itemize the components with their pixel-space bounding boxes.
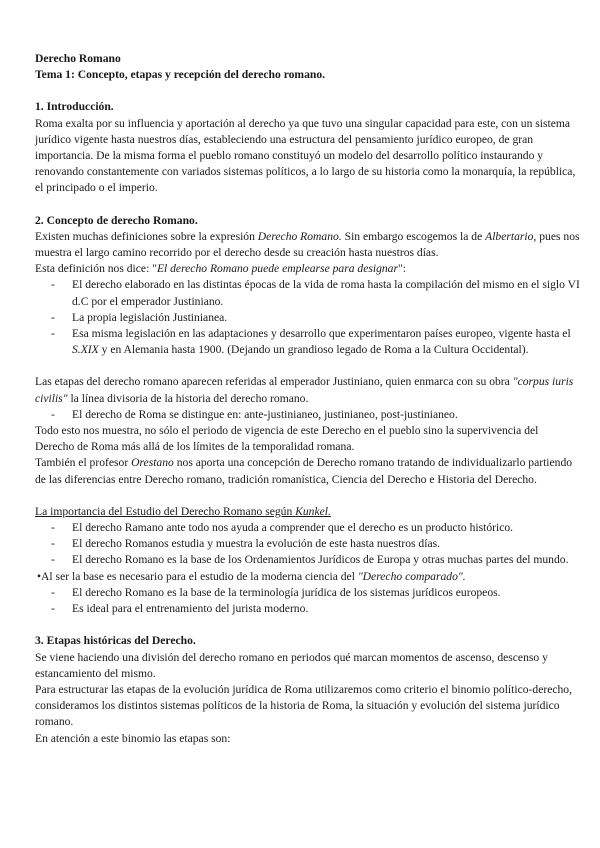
comparative-law-bullet	[35, 569, 580, 585]
text-run: nos aporta una concepción de Derecho romano tratando de individualizarlo partiendo de las diferencias entre Derecho romano, tradición romanística, Ciencia del Derecho e Historia del Derecho.	[35, 456, 573, 486]
italic-term: Derecho Romano.	[257, 229, 342, 243]
italic-author: Orestano	[131, 456, 174, 470]
importance-list-2	[35, 585, 580, 617]
section-1-heading: 1. Introducción.	[35, 100, 114, 114]
section-3-paragraph-1: Se viene haciendo una división del derecho romano en periodos qué marcan momentos de ascenso, descenso y estancamiento del mismo.	[35, 650, 548, 680]
italic-quote: El derecho Romano puede emplearse para designar	[156, 262, 398, 276]
section-2-paragraph-5	[35, 455, 580, 487]
text-run: Las etapas del derecho romano aparecen referidas al emperador Justiniano, quien enmarca con su obra	[35, 375, 513, 389]
section-3-paragraph-2: Para estructurar las etapas de la evolución jurídica de Roma utilizaremos como criterio el binomio político-derecho, consideramos los distintos sistemas políticos de la historia de Roma, la situación y evolución del sistema jurídico romano.	[35, 682, 572, 729]
list-item: - El derecho elaborado en las distintas épocas de la vida de roma hasta la compilación del mismo en el siglo VI d.C por el emperador Justiniano.	[35, 277, 580, 309]
section-2-heading: 2. Concepto de derecho Romano.	[35, 213, 198, 227]
text-run: pues nos muestra el largo camino recorrido por el derecho desde su creación hasta nuestros días.	[35, 229, 580, 260]
list-item: - El derecho Ramano ante todo nos ayuda a comprender que el derecho es un producto histórico.	[35, 520, 580, 536]
importance-list	[35, 520, 580, 569]
text-run: y en Alemania hasta 1900. (Dejando un grandioso legado de Roma a la Cultura Occidental).	[98, 343, 529, 357]
course-title: Derecho Romano	[35, 52, 121, 65]
text-run: Esa misma legislación en las adaptaciones y desarrollo que experimentaron países europeo, vigente hasta el	[72, 327, 571, 341]
italic-author: Albertario,	[485, 229, 537, 243]
text-run: •Al ser la base es necesario para el estudio de la moderna ciencia del	[37, 569, 358, 583]
distinction-list	[35, 407, 580, 423]
text-run: ":	[398, 262, 406, 276]
section-2-paragraph-4: Todo esto nos muestra, no sólo el periodo de vigencia de este Derecho en el pueblo sino la supervivencia del Derecho de Roma más allá de los límites de la temporalidad romana.	[35, 424, 539, 454]
section-2-paragraph-1	[35, 229, 580, 261]
italic-quote: "corpus iuris civilis"	[35, 375, 574, 405]
italic-quote: "Derecho comparado".	[357, 569, 466, 583]
list-item: - El derecho Romano es la base de la terminología jurídica de los sistemas jurídicos europeos.	[35, 585, 580, 601]
section-3-paragraph-3: En atención a este binomio las etapas son:	[35, 731, 231, 745]
list-item: - Es ideal para el entrenamiento del jurista moderno.	[35, 601, 580, 617]
list-item	[35, 326, 580, 358]
italic-author: Kunkel.	[295, 504, 331, 518]
list-item: - El derecho de Roma se distingue en: ante-justinianeo, justinianeo, post-justinianeo.	[35, 407, 580, 423]
text-run: Esta definición nos dice: "	[35, 262, 157, 276]
section-1-body: Roma exalta por su influencia y aportación al derecho ya que tuvo una singular capacidad para este, con un sistema jurídico vigente hasta nuestros días, estableciendo una estructura del pensamiento jurídico europeo, de gran importancia. De la misma forma el pueblo romano constituyó un modelo del desarrollo político instaurando y renovando constantemente con variados sistemas políticos, a lo largo de su historia como la monarquía, la república, el principado o el imperio.	[35, 116, 576, 195]
list-item: - La propia legislación Justinianea.	[35, 310, 580, 326]
list-item: - El derecho Romano es la base de los Ordenamientos Jurídicos de Europa y otras muchas partes del mundo.	[35, 552, 580, 568]
text-run: la línea divisoria de la historia del derecho romano.	[67, 391, 309, 405]
list-item: - El derecho Romanos estudia y muestra la evolución de este hasta nuestros días.	[35, 536, 580, 552]
importance-heading	[35, 504, 580, 520]
text-run: También el profesor	[35, 456, 132, 470]
text-run: La importancia del Estudio del Derecho Romano según	[35, 504, 296, 518]
italic-term: S.XIX	[72, 343, 99, 357]
text-run: Sin embargo escogemos la de	[341, 229, 486, 243]
definition-intro	[35, 261, 580, 277]
text-run: Existen muchas definiciones sobre la expresión	[35, 229, 258, 243]
section-2-paragraph-3	[35, 374, 580, 406]
topic-title: Tema 1: Concepto, etapas y recepción del derecho romano.	[35, 68, 326, 82]
section-3-heading: 3. Etapas históricas del Derecho.	[35, 634, 196, 648]
definition-list	[35, 277, 580, 358]
